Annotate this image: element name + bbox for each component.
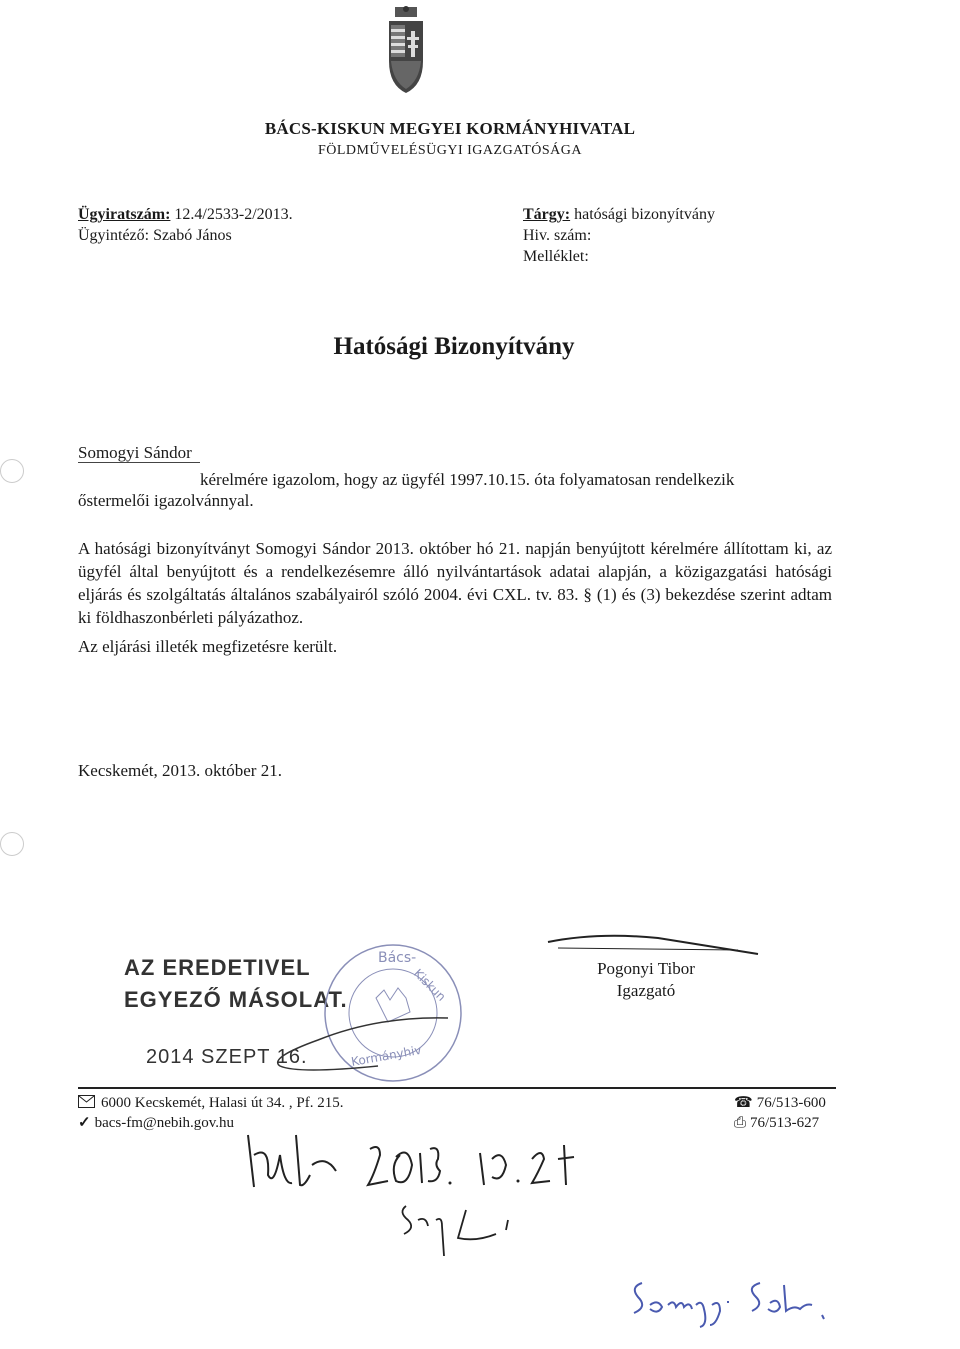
address: 6000 Kecskemét, Halasi út 34. , Pf. 215. (101, 1095, 344, 1111)
meta-right (523, 204, 715, 267)
footer-rule (78, 1087, 836, 1089)
applicant-signature-icon (628, 1275, 838, 1330)
address-row (78, 1093, 343, 1113)
attachment: Melléklet: (523, 248, 589, 265)
paragraph-3: Az eljárási illeték megfizetésre került. (78, 637, 338, 656)
paragraph-2: A hatósági bizonyítványt Somogyi Sándor 2013. október hó 21. napján benyújtott kérelmére állítottam ki, az ügyfél által benyújtott és a rendelkezésemre álló nyilvántartások adatai alapján, a közigazgatási hatósági eljárás és szolgáltatás általános szabályairól szóló 2004. évi CXL. tv. 83. § (1) és (3) bekezdése szerint adtam ki földhaszonbérleti pályázathoz. (78, 539, 832, 627)
svg-text:Kormányhiv: Kormányhiv (350, 1042, 423, 1069)
paragraph-1-line-2: őstermelői igazolvánnyal. (78, 491, 254, 510)
org-name: BÁCS-KISKUN MEGYEI KORMÁNYHIVATAL (264, 119, 636, 138)
pen-icon: ✓ (78, 1115, 91, 1131)
fax-number: 76/513-627 (750, 1115, 820, 1131)
subject-label: Tárgy: (523, 206, 571, 223)
stamp-date: 2014 SZEPT 16. (146, 1046, 308, 1068)
stamp-line-2: EGYEZŐ MÁSOLAT. (124, 987, 348, 1012)
initials-signature-icon (396, 1190, 536, 1260)
paragraph-1-line-1: kérelmére igazolom, hogy az ügyfél 1997.10.15. óta folyamatosan rendelkezik (200, 470, 735, 489)
fax-icon: ⎙ (734, 1115, 747, 1131)
director-signature-icon (538, 930, 763, 960)
punch-hole (0, 832, 24, 856)
case-number-row (78, 204, 293, 225)
org-subtitle: FÖLDMŰVELÉSÜGYI IGAZGATÓSÁGA (317, 143, 583, 158)
name-underline (78, 462, 200, 463)
stamp-line-1: AZ EREDETIVEL (124, 955, 311, 980)
handwritten-date-signature-icon (240, 1125, 620, 1195)
phone-number: 76/513-600 (756, 1095, 826, 1111)
applicant-name: Somogyi Sándor (78, 443, 192, 462)
mail-icon (78, 1095, 95, 1108)
case-officer: Ügyintéző: Szabó János (78, 227, 232, 244)
email-address: bacs-fm@nebih.gov.hu (94, 1115, 235, 1131)
signatory-role: Igazgató (616, 981, 676, 1000)
reference-number: Hiv. szám: (523, 227, 592, 244)
signatory-name: Pogonyi Tibor (597, 959, 695, 978)
signatory-block (576, 958, 716, 1002)
footer-right (734, 1093, 826, 1133)
case-number-value: 12.4/2533-2/2013. (174, 206, 293, 223)
phone-icon: ☎ (734, 1095, 753, 1111)
svg-text:Bács-: Bács- (378, 950, 417, 966)
place-date: Kecskemét, 2013. október 21. (78, 761, 282, 780)
document-title: Hatósági Bizonyítvány (333, 333, 575, 360)
stamp-signature-icon (258, 1010, 458, 1080)
punch-hole (0, 459, 24, 483)
case-number-label: Ügyiratszám: (78, 206, 171, 223)
subject-row (523, 204, 715, 225)
phone-row (734, 1093, 826, 1113)
fax-row (734, 1113, 826, 1133)
meta-left (78, 204, 293, 246)
svg-text:Kiskun: Kiskun (410, 966, 449, 1004)
subject-value: hatósági bizonyítvány (574, 206, 715, 223)
coat-of-arms-icon (383, 5, 429, 95)
